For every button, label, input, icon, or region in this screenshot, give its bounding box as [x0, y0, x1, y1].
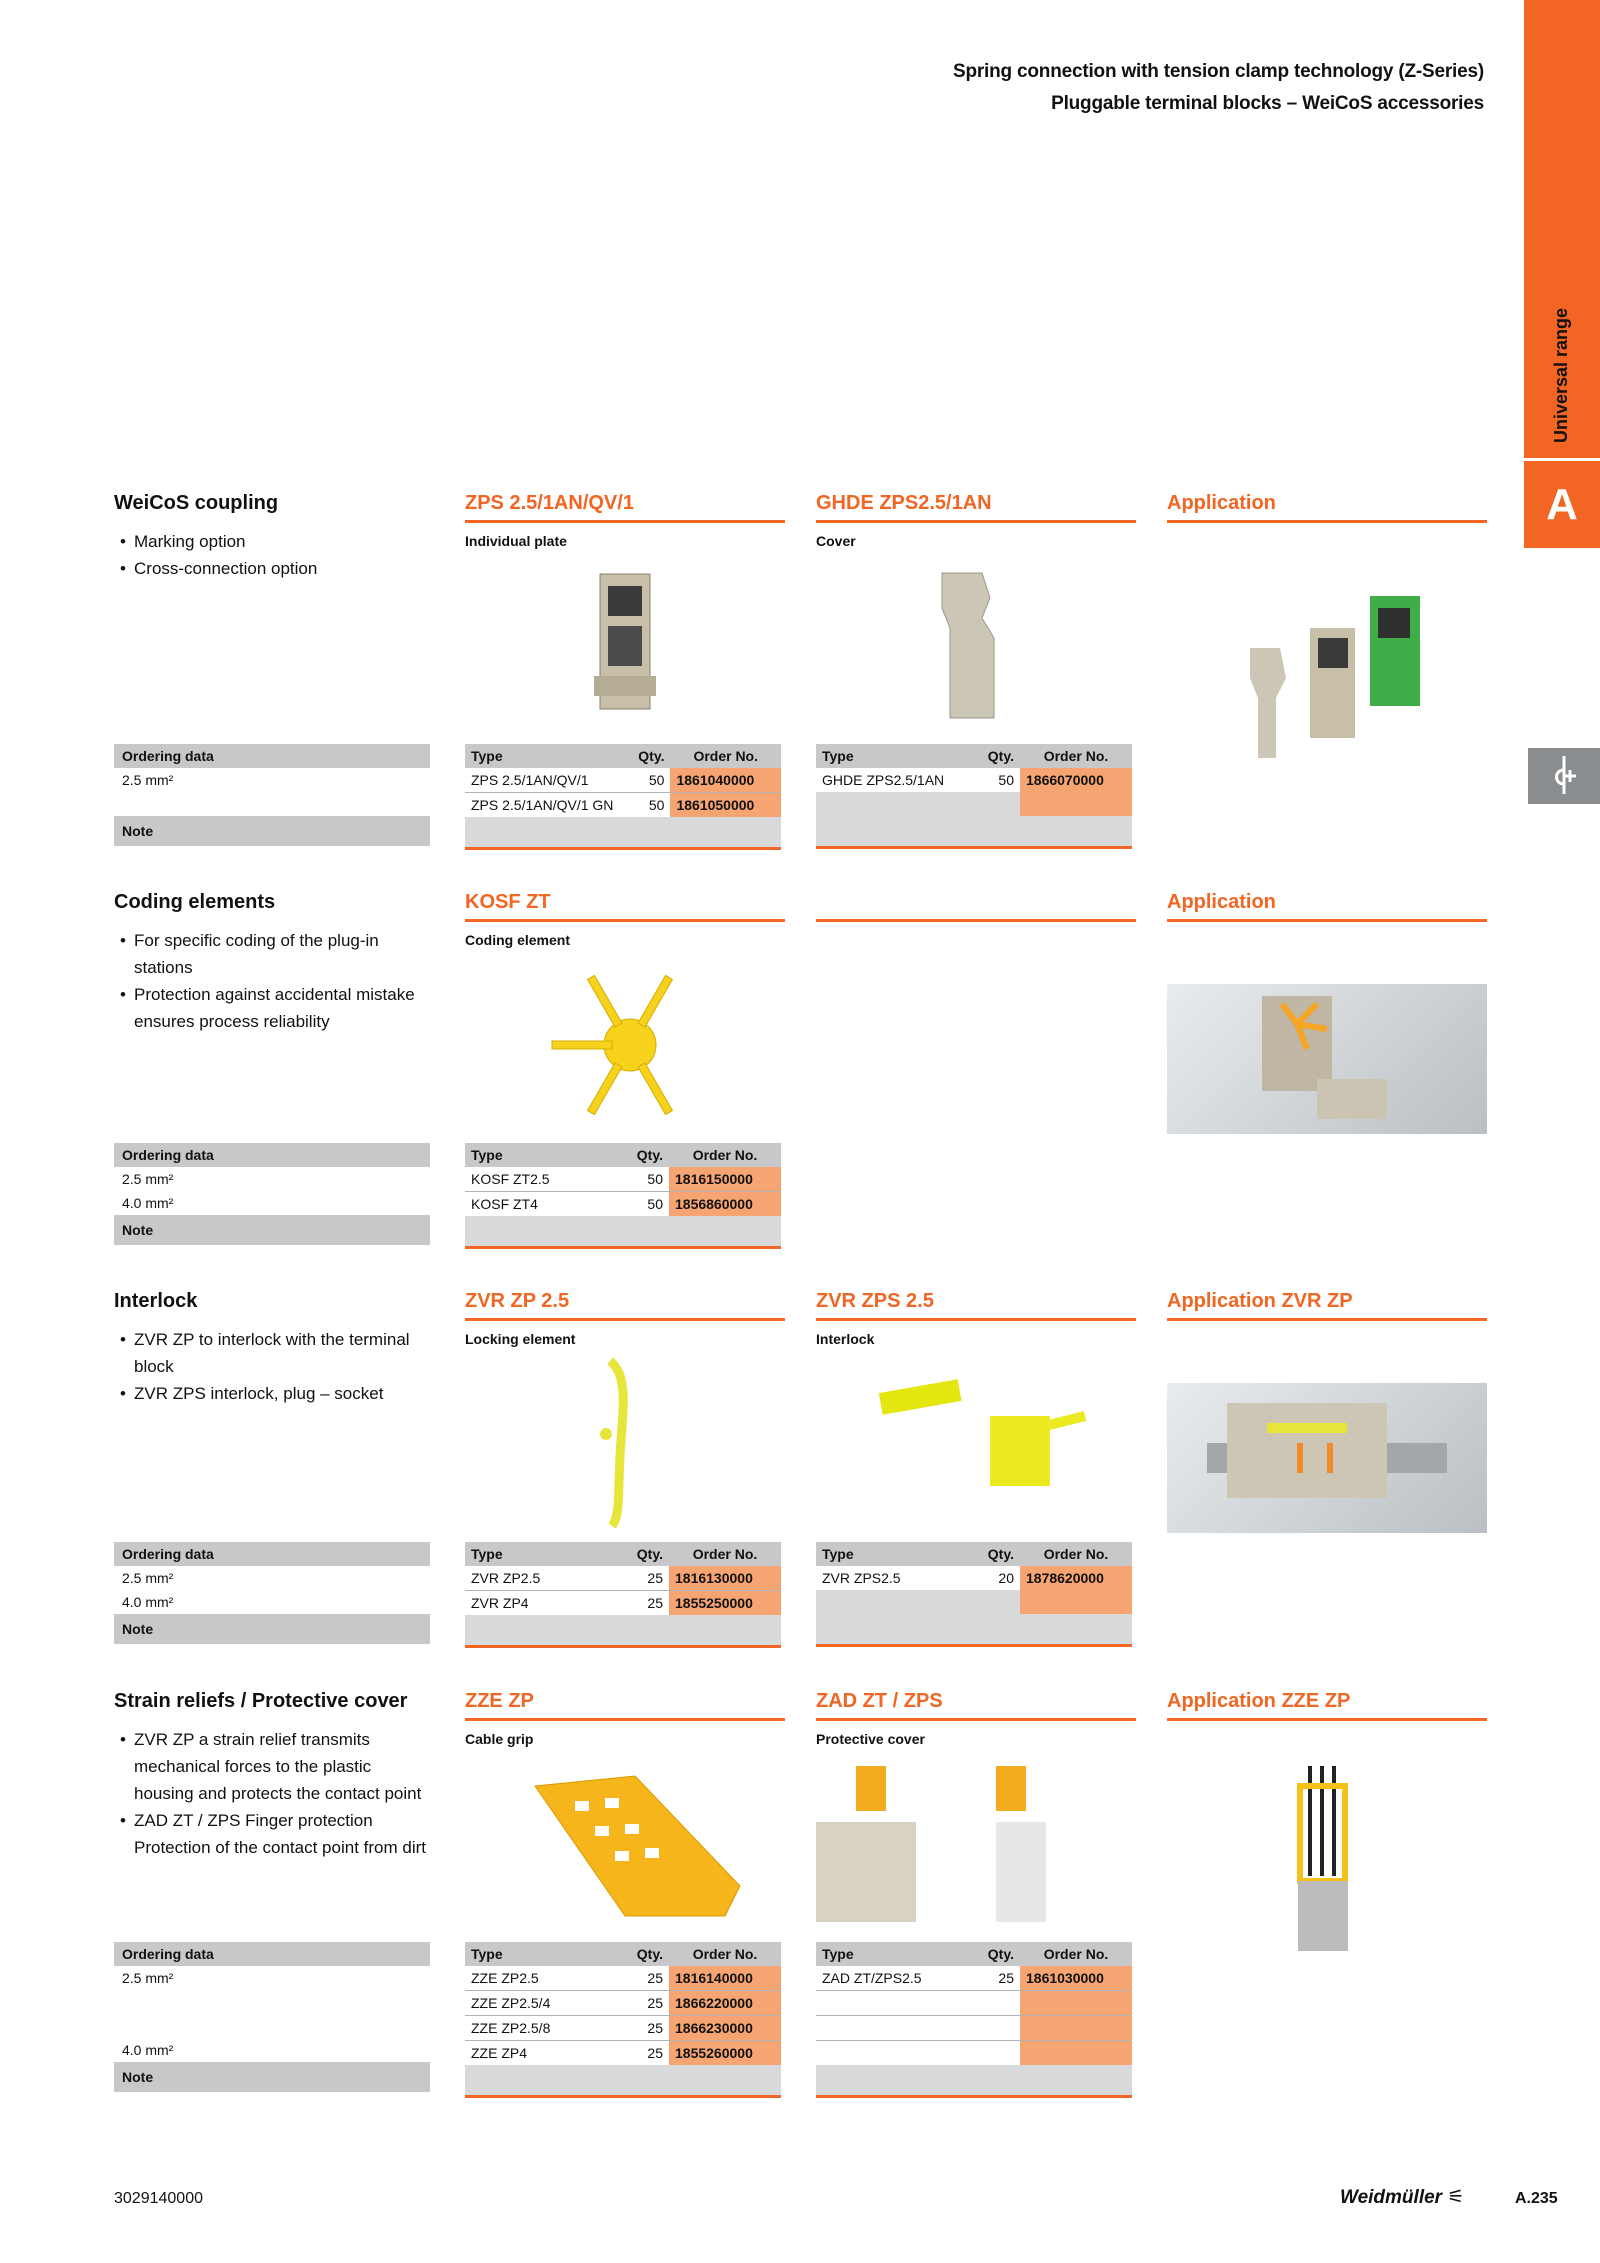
individual-plate-image [580, 566, 670, 716]
note-cell [465, 1216, 781, 1248]
product-subtitle: Locking element [465, 1331, 576, 1347]
order-no-cell[interactable]: 1866230000 [669, 2016, 781, 2041]
feature-list [114, 1726, 434, 1861]
order-no-cell[interactable]: 1861030000 [1020, 1966, 1132, 1991]
strain-relief-application-image [1290, 1766, 1360, 1961]
col-qty: Qty. [617, 1942, 669, 1966]
type-cell: KOSF ZT4 [471, 1196, 538, 1212]
empty-cell [816, 1590, 968, 1614]
order-no-cell[interactable]: 1855260000 [669, 2041, 781, 2066]
order-no-cell[interactable]: 1816150000 [669, 1167, 781, 1192]
empty-cell [816, 1991, 968, 2016]
qty-cell: 25 [617, 2016, 669, 2041]
ordering-data-box [114, 744, 430, 846]
note-label: Note [114, 816, 430, 846]
product-subtitle: Protective cover [816, 1731, 925, 1747]
product-title: ZZE ZP [465, 1686, 785, 1721]
order-no-cell[interactable]: 1866220000 [669, 1991, 781, 2016]
col-type: Type [816, 1542, 968, 1566]
type-cell: ZZE ZP2.5/4 [465, 1991, 617, 2016]
empty-cell [968, 1590, 1020, 1614]
empty-title-rule [816, 887, 1136, 922]
note-label: Note [114, 1614, 430, 1644]
qty-cell: 25 [647, 1595, 663, 1611]
side-divider [1524, 458, 1600, 461]
type-cell: ZPS 2.5/1AN/QV/1 [465, 768, 619, 793]
type-cell: ZZE ZP2.5 [465, 1966, 617, 1991]
section-title: WeiCoS coupling [114, 492, 279, 514]
ordering-data-box [114, 1143, 430, 1245]
spacer [114, 792, 430, 816]
empty-cell [816, 792, 968, 816]
col-order-no: Order No. [669, 1542, 781, 1566]
note-cell [465, 1615, 781, 1647]
order-no-cell[interactable]: 1816130000 [669, 1566, 781, 1591]
feature-list [114, 528, 434, 582]
order-table [816, 744, 1132, 849]
section-title: Strain reliefs / Protective cover [114, 1690, 408, 1712]
empty-order-cell [1020, 792, 1132, 816]
product-subtitle: Cable grip [465, 1731, 534, 1747]
col-order-no: Order No. [1020, 1542, 1132, 1566]
ordering-size: 4.0 mm² [122, 2042, 174, 2058]
note-label: Note [114, 2062, 430, 2092]
side-register [1524, 0, 1600, 548]
feature-item: • Marking option [114, 528, 434, 555]
locking-element-image [590, 1356, 650, 1531]
ordering-size: 2.5 mm² [122, 1570, 174, 1586]
qty-cell: 50 [648, 797, 665, 813]
col-qty: Qty. [968, 744, 1020, 768]
ordering-size: 4.0 mm² [122, 1594, 174, 1610]
qty-cell: 20 [998, 1570, 1014, 1586]
feature-item: • For specific coding of the plug-in stations [114, 927, 434, 981]
ordering-data-heading: Ordering data [114, 1143, 430, 1167]
empty-cell [968, 2041, 1020, 2066]
feature-item: • ZVR ZP a strain relief transmits mechanical forces to the plastic housing and protects the contact point [114, 1726, 434, 1807]
interlock-image [870, 1376, 1090, 1506]
product-title: ZVR ZP 2.5 [465, 1286, 785, 1321]
qty-cell: 25 [617, 1991, 669, 2016]
order-no-cell[interactable]: 1861050000 [670, 793, 781, 818]
brand-mark-icon: ⚟ [1447, 2187, 1465, 2208]
feature-list [114, 927, 434, 1035]
qty-cell: 50 [619, 768, 670, 793]
order-no-cell[interactable]: 1866070000 [1020, 768, 1132, 792]
type-cell: KOSF ZT2.5 [465, 1167, 617, 1192]
page-number: A.235 [1515, 2190, 1558, 2207]
empty-order-cell [1020, 2041, 1132, 2066]
feature-item: • ZVR ZPS interlock, plug – socket [114, 1380, 434, 1407]
protective-cover-image [816, 1762, 1066, 1937]
order-no-cell[interactable]: 1856860000 [669, 1192, 781, 1217]
note-cell [816, 2065, 1132, 2097]
brand-logo: Weidmüller ⚟ [1340, 2187, 1465, 2208]
order-no-cell[interactable]: 1816140000 [669, 1966, 781, 1991]
application-title: Application ZVR ZP [1167, 1286, 1487, 1321]
ordering-data-box [114, 1942, 430, 2092]
product-title: ZVR ZPS 2.5 [816, 1286, 1136, 1321]
empty-cell [816, 2041, 968, 2066]
note-cell [816, 816, 1132, 848]
order-table [465, 744, 781, 850]
col-qty: Qty. [968, 1942, 1020, 1966]
col-type: Type [816, 744, 968, 768]
product-subtitle: Individual plate [465, 533, 567, 549]
order-table [465, 1542, 781, 1648]
col-qty: Qty. [617, 1143, 669, 1167]
catalog-number: 3029140000 [114, 2190, 203, 2207]
qty-cell: 25 [617, 1966, 669, 1991]
ordering-size: 2.5 mm² [122, 1970, 174, 1986]
type-cell: ZAD ZT/ZPS2.5 [816, 1966, 968, 1991]
empty-cell [968, 1991, 1020, 2016]
empty-cell [968, 2016, 1020, 2041]
ordering-data-heading: Ordering data [114, 1942, 430, 1966]
section-title: Coding elements [114, 891, 276, 913]
spacer [114, 2014, 430, 2038]
qty-cell: 25 [617, 1566, 669, 1591]
product-title: ZPS 2.5/1AN/QV/1 [465, 488, 785, 523]
terminal-tab-icon[interactable] [1528, 748, 1600, 804]
col-qty: Qty. [617, 1542, 669, 1566]
col-order-no: Order No. [669, 1143, 781, 1167]
product-title: GHDE ZPS2.5/1AN [816, 488, 1136, 523]
order-no-cell[interactable]: 1855250000 [669, 1591, 781, 1616]
feature-item: • Protection against accidental mistake ensures process reliability [114, 981, 434, 1035]
type-cell: ZVR ZP2.5 [465, 1566, 617, 1591]
coding-application-image [1167, 984, 1487, 1134]
type-cell: ZVR ZP4 [471, 1595, 529, 1611]
page-header [953, 56, 1484, 120]
order-table [465, 1942, 781, 2098]
ordering-size: 2.5 mm² [122, 772, 174, 788]
product-subtitle: Cover [816, 533, 856, 549]
coupling-application-image [1240, 588, 1440, 763]
col-order-no: Order No. [1020, 1942, 1132, 1966]
feature-item: • ZVR ZP to interlock with the terminal block [114, 1326, 434, 1380]
empty-cell [968, 792, 1020, 816]
type-cell: ZPS 2.5/1AN/QV/1 GN [471, 797, 614, 813]
type-cell: ZZE ZP4 [471, 2045, 528, 2061]
side-range-label: Universal range [1551, 307, 1572, 443]
ordering-size: 2.5 mm² [122, 1171, 174, 1187]
qty-cell: 50 [647, 1196, 663, 1212]
note-label: Note [114, 1215, 430, 1245]
ordering-data-heading: Ordering data [114, 1542, 430, 1566]
product-subtitle: Coding element [465, 932, 571, 948]
ordering-size: 4.0 mm² [122, 1195, 174, 1211]
interlock-application-image [1167, 1383, 1487, 1533]
col-type: Type [465, 744, 619, 768]
ordering-data-heading: Ordering data [114, 744, 430, 768]
cover-image [932, 568, 1012, 728]
qty-cell: 50 [998, 772, 1014, 788]
order-table [816, 1542, 1132, 1647]
col-type: Type [465, 1143, 617, 1167]
empty-cell [816, 2016, 968, 2041]
type-cell: ZZE ZP2.5/8 [465, 2016, 617, 2041]
qty-cell: 25 [647, 2045, 663, 2061]
feature-item: • Cross-connection option [114, 555, 434, 582]
type-cell: GHDE ZPS2.5/1AN [822, 772, 945, 788]
application-title: Application ZZE ZP [1167, 1686, 1487, 1721]
ordering-data-box [114, 1542, 430, 1644]
note-cell [465, 2065, 781, 2097]
qty-cell: 25 [968, 1966, 1020, 1991]
empty-order-cell [1020, 1991, 1132, 2016]
feature-list [114, 1326, 434, 1407]
order-table [816, 1942, 1132, 2098]
empty-order-cell [1020, 2016, 1132, 2041]
product-subtitle: Interlock [816, 1331, 875, 1347]
note-cell [465, 817, 781, 849]
application-title: Application [1167, 488, 1487, 523]
col-type: Type [465, 1542, 617, 1566]
empty-order-cell [1020, 1590, 1132, 1614]
type-cell: ZVR ZPS2.5 [822, 1570, 901, 1586]
spacer [114, 1990, 430, 2014]
col-qty: Qty. [619, 744, 670, 768]
col-order-no: Order No. [670, 744, 781, 768]
order-no-cell[interactable]: 1878620000 [1020, 1566, 1132, 1590]
cable-grip-image [515, 1766, 745, 1926]
col-order-no: Order No. [669, 1942, 781, 1966]
feature-item: • ZAD ZT / ZPS Finger protection Protection of the contact point from dirt [114, 1807, 434, 1861]
note-cell [816, 1614, 1132, 1646]
application-title: Application [1167, 887, 1487, 922]
header-line-1: Spring connection with tension clamp technology (Z-Series) [952, 61, 1484, 82]
side-letter: A [1546, 480, 1578, 529]
col-type: Type [465, 1942, 617, 1966]
qty-cell: 50 [617, 1167, 669, 1192]
section-title: Interlock [114, 1290, 198, 1312]
order-no-cell[interactable]: 1861040000 [670, 768, 781, 793]
product-title: ZAD ZT / ZPS [816, 1686, 1136, 1721]
col-qty: Qty. [968, 1542, 1020, 1566]
header-line-2: Pluggable terminal blocks – WeiCoS accessories [1051, 93, 1484, 114]
order-table [465, 1143, 781, 1249]
product-title: KOSF ZT [465, 887, 785, 922]
coding-element-image [530, 957, 730, 1132]
col-order-no: Order No. [1020, 744, 1132, 768]
col-type: Type [816, 1942, 968, 1966]
